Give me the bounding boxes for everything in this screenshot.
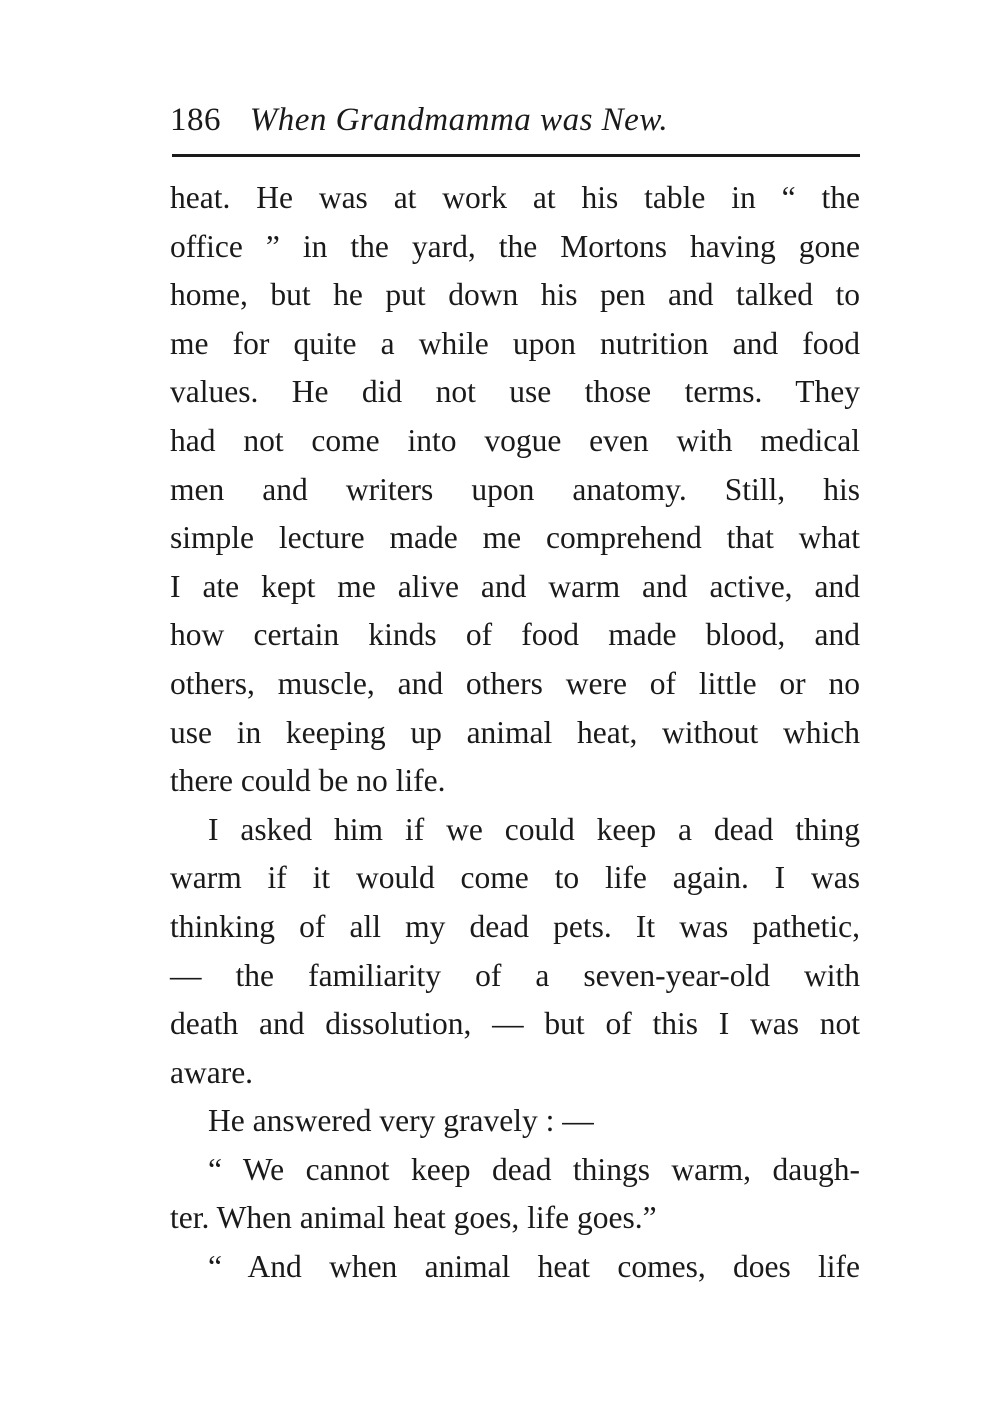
text-line: how certain kinds of food made blood, and <box>170 617 860 653</box>
text-line: — the familiarity of a seven-year-old with <box>170 957 860 993</box>
running-header <box>170 96 860 144</box>
text-line: ter. When animal heat goes, life goes.” <box>170 1200 657 1236</box>
text-line: “ And when animal heat comes, does life <box>208 1249 860 1285</box>
text-line: use in keeping up animal heat, without which <box>170 714 860 750</box>
page-number: 186 <box>170 102 221 138</box>
text-line: men and writers upon anatomy. Still, his <box>170 471 860 507</box>
text-line: there could be no life. <box>170 763 446 799</box>
running-title: When Grandmamma was New. <box>249 102 669 138</box>
text-line: me for quite a while upon nutrition and food <box>170 325 860 361</box>
text-line: simple lecture made me comprehend that what <box>170 520 860 556</box>
text-line: warm if it would come to life again. I was <box>170 860 860 896</box>
text-line: thinking of all my dead pets. It was pathetic, <box>170 908 860 944</box>
text-line: had not come into vogue even with medical <box>170 422 860 458</box>
text-line: values. He did not use those terms. They <box>170 374 860 410</box>
text-line: I asked him if we could keep a dead thing <box>208 811 860 847</box>
text-line: I ate kept me alive and warm and active, and <box>170 568 860 604</box>
text-line: death and dissolution, — but of this I was not <box>170 1006 860 1042</box>
text-line: office ” in the yard, the Mortons having gone <box>170 228 860 264</box>
text-line: home, but he put down his pen and talked to <box>170 277 860 313</box>
text-line: others, muscle, and others were of little or no <box>170 665 860 701</box>
body-text <box>170 174 860 1292</box>
text-line: aware. <box>170 1054 254 1090</box>
text-line: heat. He was at work at his table in “ the <box>170 180 860 215</box>
text-line: “ We cannot keep dead things warm, daugh- <box>208 1151 860 1187</box>
text-line: He answered very gravely : — <box>208 1103 594 1139</box>
header-rule <box>172 154 860 157</box>
